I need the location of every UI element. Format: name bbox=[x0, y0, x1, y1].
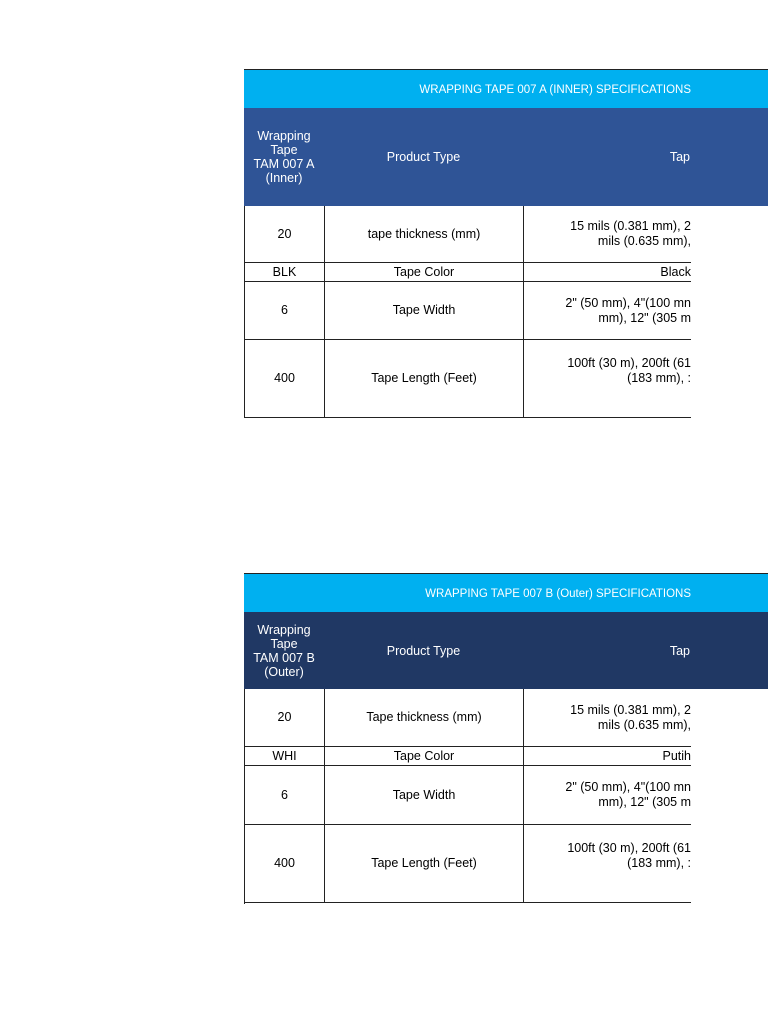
header-tape-model bbox=[244, 108, 324, 206]
value-line: mils (0.635 mm), bbox=[597, 234, 691, 248]
cell-type: Tape Length (Feet) bbox=[325, 340, 524, 417]
value-line: 100ft (30 m), 200ft (61 bbox=[567, 356, 691, 370]
cell-value: Black bbox=[660, 264, 691, 279]
cell-type: Tape Width bbox=[325, 282, 524, 339]
cell-type: Tape Color bbox=[325, 747, 524, 765]
header-line: Wrapping bbox=[257, 129, 311, 143]
table-row bbox=[245, 747, 691, 766]
cell-type: tape thickness (mm) bbox=[325, 206, 524, 262]
value-line: mm), 12" (305 m bbox=[598, 310, 691, 325]
header-tape-value: Tap bbox=[669, 150, 690, 164]
header-product-type: Product Type bbox=[386, 643, 461, 658]
cell-code: 20 bbox=[245, 689, 325, 746]
cell-type: Tape Color bbox=[325, 263, 524, 281]
table-row bbox=[245, 263, 691, 282]
cell-code: 400 bbox=[245, 825, 325, 902]
cell-code: 400 bbox=[245, 340, 325, 417]
value-line: mils (0.635 mm), bbox=[597, 717, 691, 732]
cell-code: 6 bbox=[245, 766, 325, 824]
table-row bbox=[245, 340, 691, 418]
header-line: Tape bbox=[270, 636, 298, 651]
cell-value bbox=[524, 825, 691, 902]
value-line: 2" (50 mm), 4"(100 mn bbox=[565, 295, 691, 310]
table-row bbox=[245, 766, 691, 825]
table-row bbox=[245, 282, 691, 340]
cell-value bbox=[524, 689, 691, 746]
value-line: mm), 12" (305 m bbox=[598, 795, 691, 809]
cell-type: Tape Width bbox=[325, 766, 524, 824]
cell-code: WHI bbox=[245, 747, 325, 765]
cell-value bbox=[524, 206, 691, 262]
value-line: (183 mm), : bbox=[627, 371, 691, 385]
cell-code: BLK bbox=[245, 263, 325, 281]
table-body bbox=[244, 206, 692, 418]
header-line: TAM 007 B bbox=[253, 650, 315, 665]
cell-value: Putih bbox=[662, 748, 691, 763]
cell-type: Tape Length (Feet) bbox=[325, 825, 524, 902]
table-title: WRAPPING TAPE 007 A (INNER) SPECIFICATIONS bbox=[419, 83, 691, 96]
value-line: (183 mm), : bbox=[627, 856, 691, 870]
table-title: WRAPPING TAPE 007 B (Outer) SPECIFICATIONS bbox=[425, 587, 691, 600]
cell-value bbox=[524, 340, 691, 417]
header-line: (Outer) bbox=[264, 664, 304, 679]
table-row bbox=[245, 206, 691, 263]
value-line: 15 mils (0.381 mm), 2 bbox=[570, 219, 691, 233]
value-line: 15 mils (0.381 mm), 2 bbox=[570, 702, 691, 717]
cell-type: Tape thickness (mm) bbox=[325, 689, 524, 746]
value-line: 100ft (30 m), 200ft (61 bbox=[567, 841, 691, 855]
cell-code: 20 bbox=[245, 206, 325, 262]
table-title-bar bbox=[244, 69, 768, 109]
cell-value bbox=[524, 282, 691, 339]
header-tape-model bbox=[244, 612, 324, 689]
table-body bbox=[244, 689, 692, 904]
value-line: 2" (50 mm), 4"(100 mn bbox=[565, 780, 691, 794]
header-line: TAM 007 A bbox=[253, 157, 315, 171]
header-product-type: Product Type bbox=[386, 150, 461, 164]
cell-code: 6 bbox=[245, 282, 325, 339]
table-header bbox=[244, 108, 768, 206]
table-header bbox=[244, 612, 768, 689]
table-title-bar bbox=[244, 573, 768, 613]
table-row bbox=[245, 689, 691, 747]
header-line: Wrapping bbox=[257, 622, 311, 637]
cell-value bbox=[524, 766, 691, 824]
header-line: Tape bbox=[270, 143, 298, 157]
table-row bbox=[245, 825, 691, 903]
header-line: (Inner) bbox=[265, 171, 303, 185]
header-tape-value: Tap bbox=[669, 643, 690, 658]
